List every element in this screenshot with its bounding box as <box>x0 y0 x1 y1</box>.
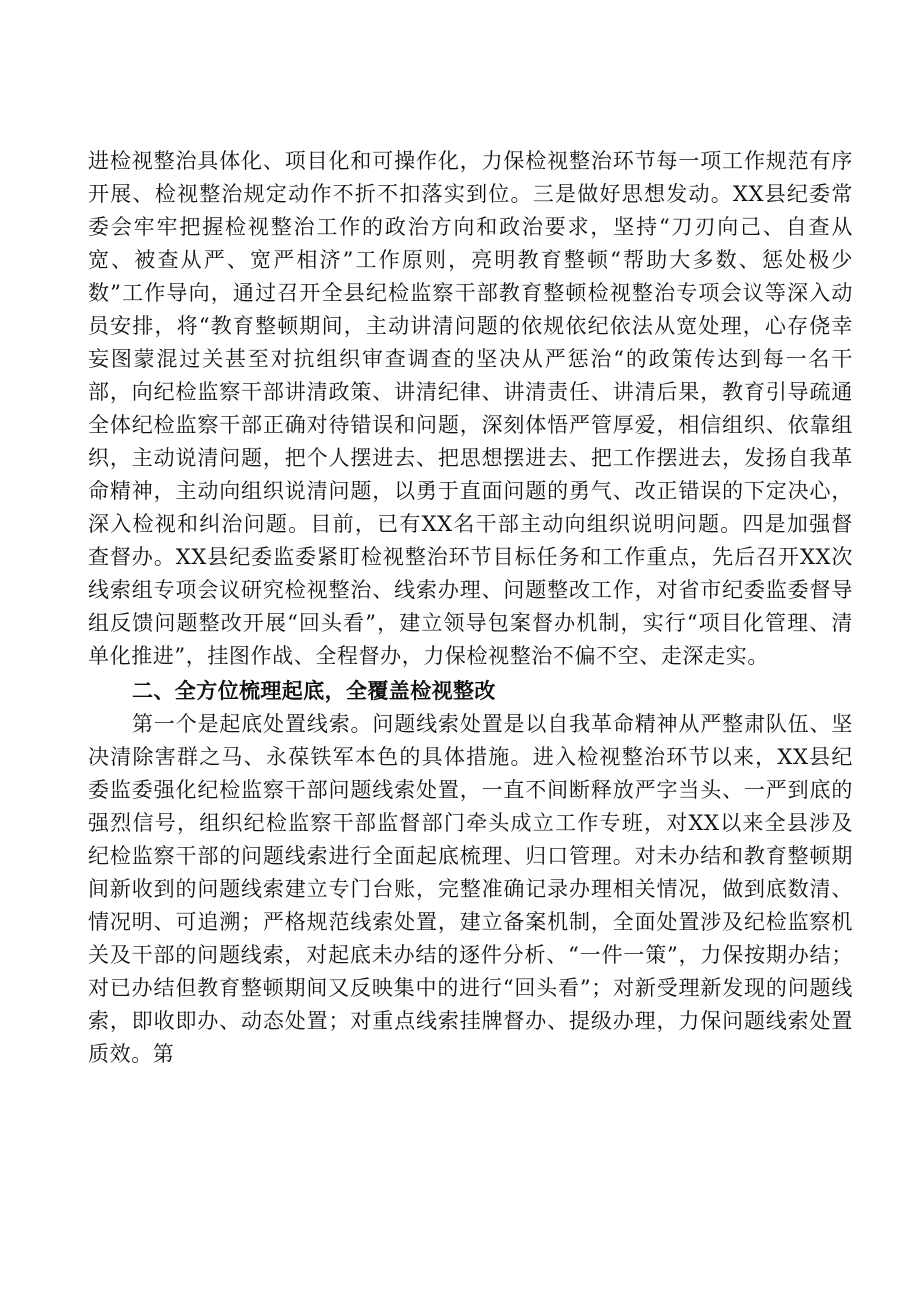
document-page <box>88 145 853 1071</box>
section-heading: 二、全方位梳理起底，全覆盖检视整改 <box>132 679 496 703</box>
body-paragraph-continued: 进检视整治具体化、项目化和可操作化，力保检视整治环节每一项工作规范有序开展、检视整治规定动作不折不扣落实到位。三是做好思想发动。XX县纪委常委会牢牢把握检视整治工作的政治方向和政治要求，坚持“刀刃向己、自查从宽、被查从严、宽严相济”工作原则，亮明教育整顿“帮助大多数、惩处极少数”工作导向，通过召开全县纪检监察干部教育整顿检视整治专项会议等深入动员安排，将“教育整顿期间，主动讲清问题的依规依纪依法从宽处理，心存侥幸妄图蒙混过关甚至对抗组织审查调查的坚决从严惩治“的政策传达到每一名干部，向纪检监察干部讲清政策、讲清纪律、讲清责任、讲清后果，教育引导疏通全体纪检监察干部正确对待错误和问题，深刻体悟严管厚爱，相信组织、依靠组织，主动说清问题，把个人摆进去、把思想摆进去、把工作摆进去，发扬自我革命精神，主动向组织说清问题，以勇于直面问题的勇气、改正错误的下定决心，深入检视和纠治问题。目前，已有XX名干部主动向组织说明问题。四是加强督查督办。XX县纪委监委紧盯检视整治环节目标任务和工作重点，先后召开XX次线索组专项会议研究检视整治、线索办理、问题整改工作，对省市纪委监委督导组反馈问题整改开展“回头看”，建立领导包案督办机制，实行“项目化管理、清单化推进”，挂图作战、全程督办，力保检视整治不偏不空、走深走实。 <box>88 149 853 668</box>
body-paragraph: 第一个是起底处置线索。问题线索处置是以自我革命精神从严整肃队伍、坚决清除害群之马、永葆铁军本色的具体措施。进入检视整治环节以来，XX县纪委监委强化纪检监察干部问题线索处置，一直不间断释放严字当头、一严到底的强烈信号，组织纪检监察干部监督部门牵头成立工作专班，对XX以来全县涉及纪检监察干部的问题线索进行全面起底梳理、归口管理。对未办结和教育整顿期间新收到的问题线索建立专门台账，完整准确记录办理相关情况，做到底数清、情况明、可追溯；严格规范线索处置，建立备案机制，全面处置涉及纪检监察机关及干部的问题线索，对起底未办结的逐件分析、“一件一策”，力保按期办结；对已办结但教育整顿期间又反映集中的进行“回头看”；对新受理新发现的问题线索，即收即办、动态处置；对重点线索挂牌督办、提级办理，力保问题线索处置质效。第 <box>88 712 853 1066</box>
